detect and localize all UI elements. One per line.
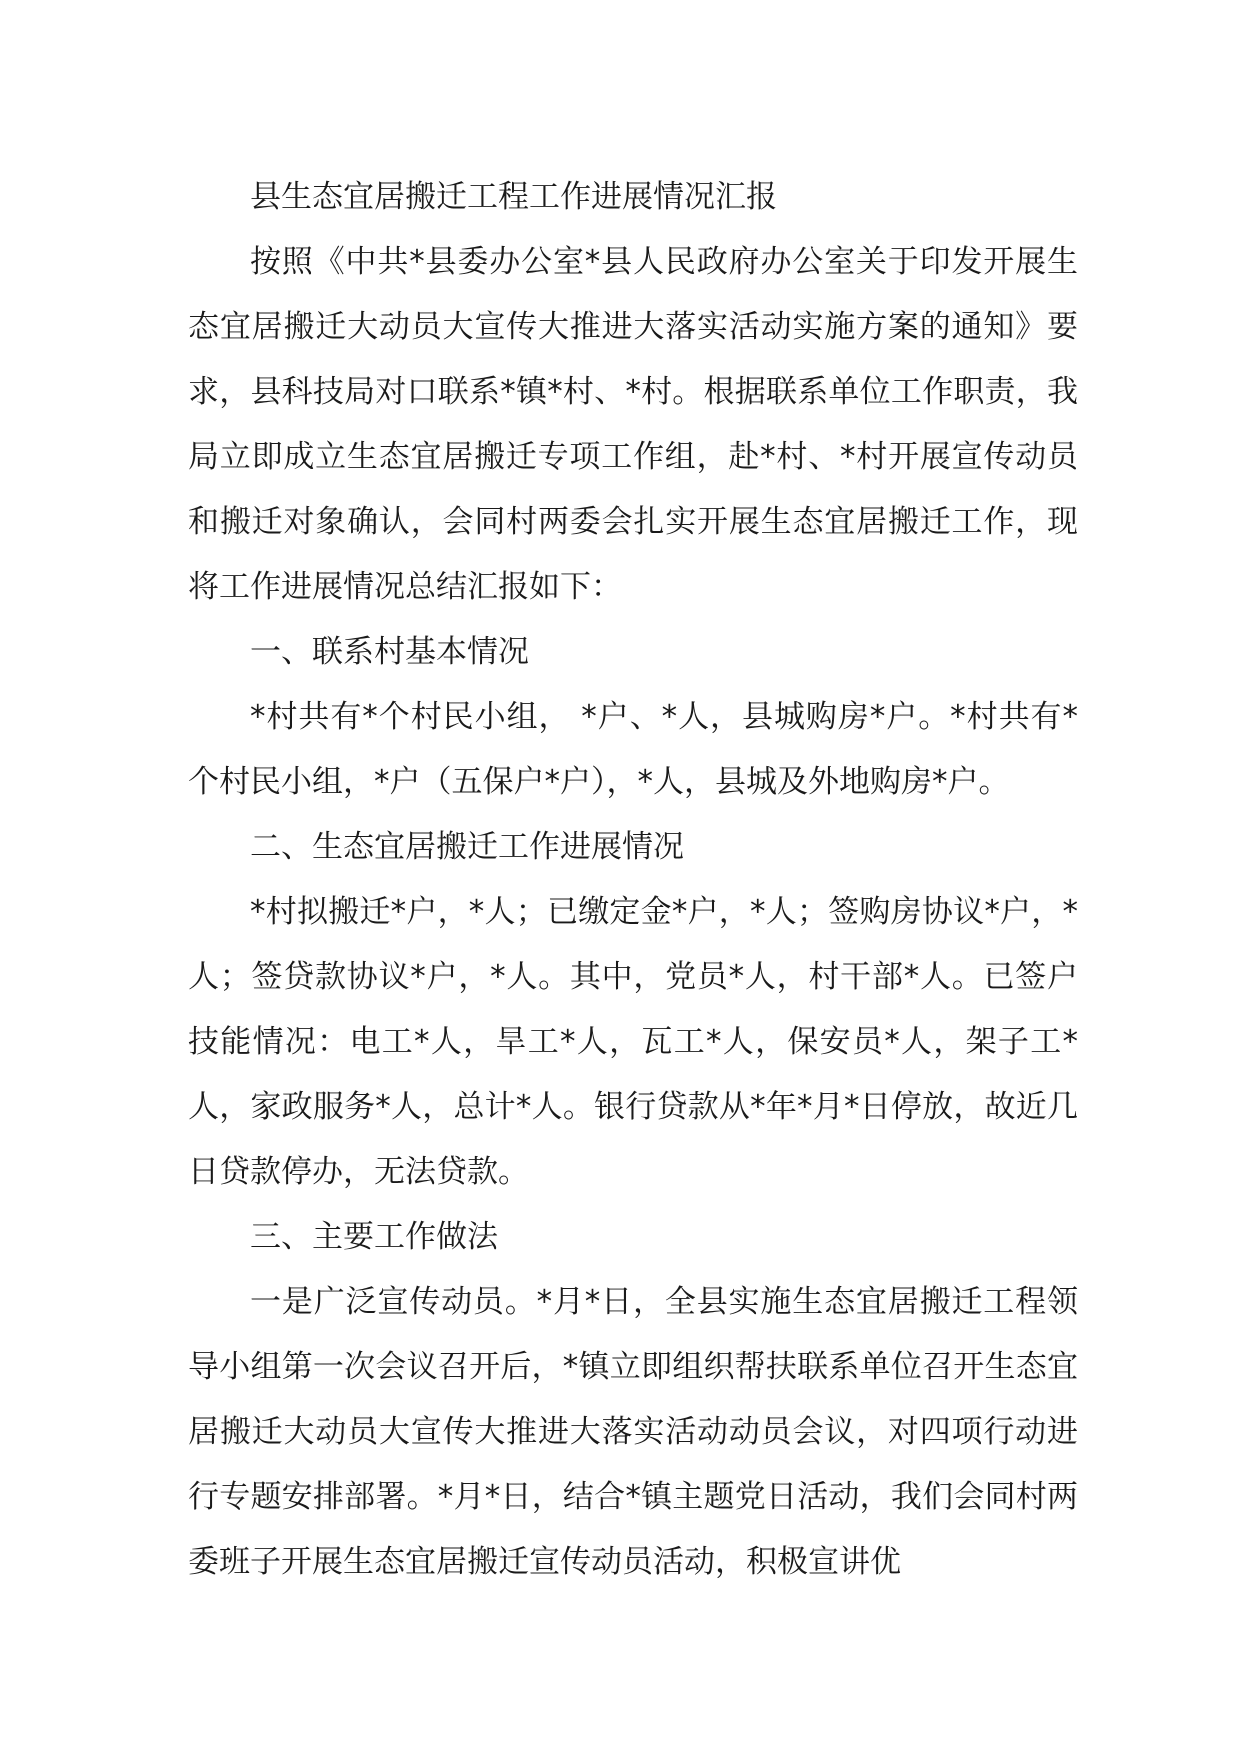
- document-title: 县生态宜居搬迁工程工作进展情况汇报: [250, 179, 777, 215]
- paragraph-intro: 按照《中共*县委办公室*县人民政府办公室关于印发开展生态宜居搬迁大动员大宣传大推进大落实活动实施方案的通知》要求，县科技局对口联系*镇*村、*村。根据联系单位工作职责，我局立即成立生态宜居搬迁专项工作组，赴*村、*村开展宣传动员和搬迁对象确认，会同村两委会扎实开展生态宜居搬迁工作，现将工作进展情况总结汇报如下：: [188, 244, 1078, 605]
- paragraph-basic-info: *村共有*个村民小组， *户、*人，县城购房*户。*村共有*个村民小组，*户（五保户*户），*人，县城及外地购房*户。: [188, 699, 1078, 800]
- document-body: [188, 165, 1078, 1595]
- section-heading-3: 三、主要工作做法: [250, 1219, 498, 1255]
- paragraph-progress: *村拟搬迁*户，*人；已缴定金*户，*人；签购房协议*户，*人；签贷款协议*户，*人。其中，党员*人，村干部*人。已签户技能情况：电工*人，旱工*人，瓦工*人，保安员*人，架子工*人，家政服务*人，总计*人。银行贷款从*年*月*日停放，故近几日贷款停办，无法贷款。: [188, 894, 1078, 1190]
- paragraph-method-1: 一是广泛宣传动员。*月*日，全县实施生态宜居搬迁工程领导小组第一次会议召开后，*镇立即组织帮扶联系单位召开生态宜居搬迁大动员大宣传大推进大落实活动动员会议，对四项行动进行专题安排部署。*月*日，结合*镇主题党日活动，我们会同村两委班子开展生态宜居搬迁宣传动员活动，积极宣讲优: [188, 1284, 1078, 1580]
- section-heading-1: 一、联系村基本情况: [250, 634, 529, 670]
- section-heading-2: 二、生态宜居搬迁工作进展情况: [250, 829, 684, 865]
